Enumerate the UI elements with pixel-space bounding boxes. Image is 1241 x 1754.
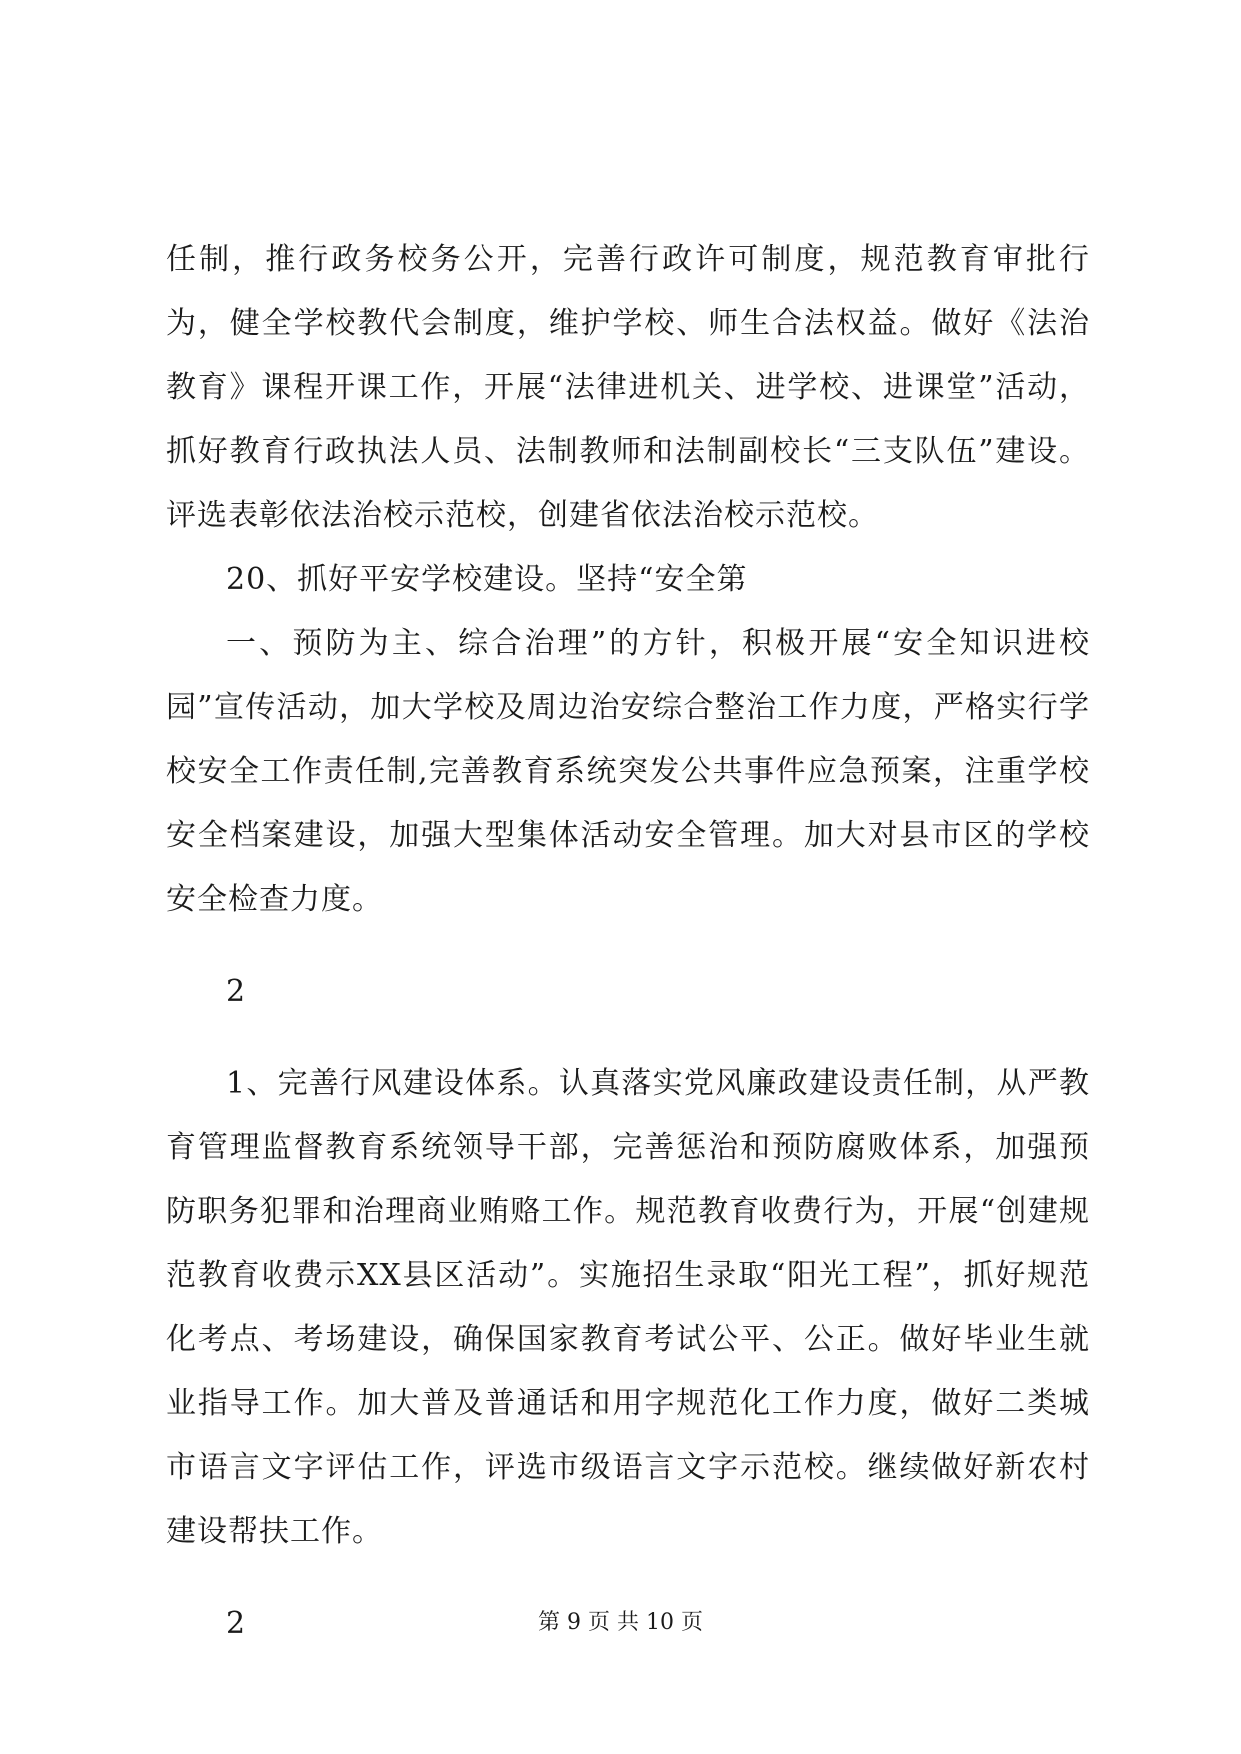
paragraph-safety-policy: 一、预防为主、综合治理”的方针，积极开展“安全知识进校园”宣传活动，加大学校及周边治安综合整治工作力度，严格实行学校安全工作责任制,完善教育系统突发公共事件应急预案，注重学校安全档案建设，加强大型集体活动安全管理。加大对县市区的学校安全检查力度。 (166, 626, 1090, 917)
paragraph-legal-governance: 任制，推行政务校务公开，完善行政许可制度，规范教育审批行为，健全学校教代会制度，维护学校、师生合法权益。做好《法治教育》课程开课工作，开展“法律进机关、进学校、进课堂”活动，抓好教育行政执法人员、法制教师和法制副校长“三支队伍”建设。评选表彰依法治校示范校，创建省依法治校示范校。 (166, 242, 1090, 533)
document-body (166, 228, 1090, 1656)
page-footer: 第 9 页 共 10 页 (538, 1610, 703, 1635)
paragraph-conduct-system: 1、完善行风建设体系。认真落实党风廉政建设责任制，从严教育管理监督教育系统领导干部，完善惩治和预防腐败体系，加强预防职务犯罪和治理商业贿赂工作。规范教育收费行为，开展“创建规范教育收费示XX县区活动”。实施招生录取“阳光工程”，抓好规范化考点、考场建设，确保国家教育考试公平、公正。做好毕业生就业指导工作。加大普及普通话和用字规范化工作力度，做好二类城市语言文字评估工作，评选市级语言文字示范校。继续做好新农村建设帮扶工作。 (166, 1066, 1090, 1549)
section-number: 2 (226, 1606, 246, 1641)
paragraph-safe-school-heading: 20、抓好平安学校建设。坚持“安全第 (226, 562, 748, 597)
section-number: 2 (226, 974, 246, 1009)
